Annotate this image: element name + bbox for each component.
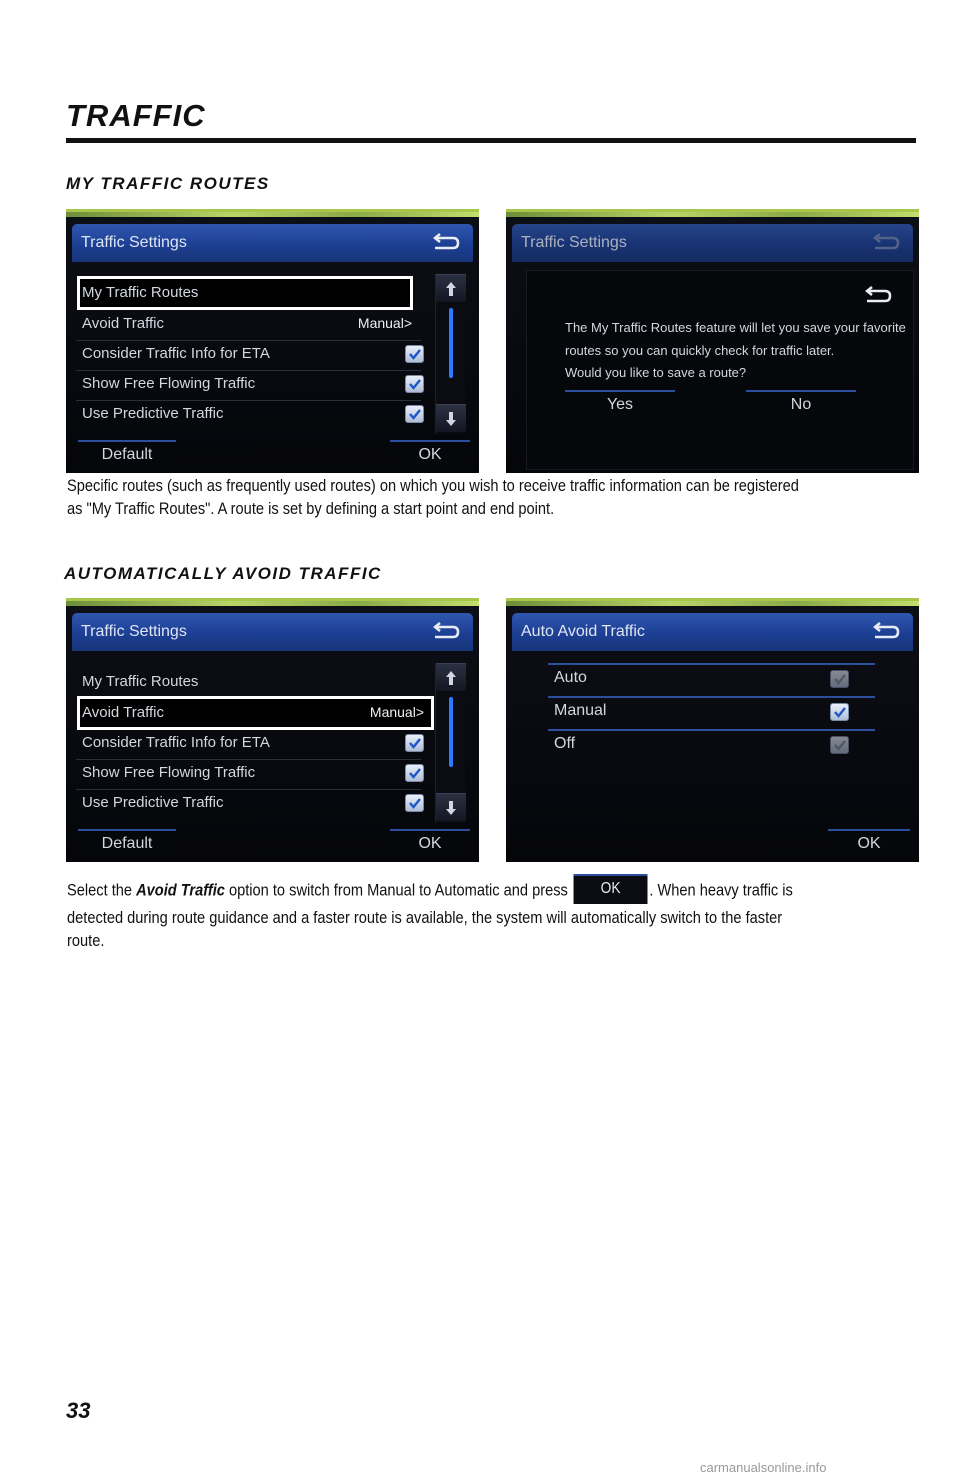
- yes-button-label: Yes: [606, 396, 634, 413]
- row-label: Use Predictive Traffic: [82, 405, 224, 422]
- caption-auto-avoid-traffic: [67, 876, 807, 952]
- dialog-message-line: The My Traffic Routes feature will let you save your favorite: [565, 320, 906, 335]
- row-label: Avoid Traffic: [82, 704, 164, 721]
- page-number: 33: [66, 1398, 91, 1423]
- screen-traffic-settings-2: [66, 598, 479, 862]
- option-label: Off: [554, 735, 576, 752]
- title-rule: [66, 138, 916, 143]
- row-value: Manual>: [357, 315, 412, 331]
- ok-button-label: OK: [418, 835, 442, 852]
- ok-button-inline: OK: [574, 874, 648, 904]
- caption-my-traffic-routes: [67, 474, 807, 520]
- caption-line: detected during route guidance and a faster route is available, the system will automatically switch to the faster route.: [67, 908, 783, 950]
- screen-traffic-settings-dialog: [506, 209, 919, 473]
- row-show-free-flowing[interactable]: [80, 758, 418, 788]
- scroll-up-icon[interactable]: [436, 663, 466, 691]
- checkbox-checked[interactable]: [405, 794, 424, 812]
- row-value: Manual>: [369, 704, 424, 720]
- caption-text: Select the: [67, 880, 137, 900]
- watermark: carmanualsonline.info: [700, 1460, 827, 1475]
- checkbox-unchecked[interactable]: [830, 736, 849, 754]
- ok-button[interactable]: [828, 829, 910, 855]
- checkbox-checked[interactable]: [405, 405, 424, 423]
- scroll-down-icon[interactable]: [436, 793, 466, 821]
- row-label: Consider Traffic Info for ETA: [82, 734, 270, 751]
- default-button[interactable]: [78, 829, 176, 855]
- row-label: Show Free Flowing Traffic: [82, 375, 256, 392]
- scroll-up-icon[interactable]: [436, 274, 466, 302]
- default-button-label: Default: [101, 835, 153, 852]
- screen-header: [512, 224, 913, 262]
- caption-line: [67, 876, 807, 906]
- row-label: Show Free Flowing Traffic: [82, 764, 256, 781]
- row-label: Avoid Traffic: [82, 315, 164, 332]
- checkbox-checked[interactable]: [405, 375, 424, 393]
- row-avoid-traffic[interactable]: [80, 309, 418, 339]
- caption-line: as "My Traffic Routes". A route is set by defining a start point and end point.: [67, 499, 555, 518]
- screen-header-title: Traffic Settings: [521, 234, 627, 251]
- scroll-thumb[interactable]: [449, 697, 453, 767]
- screen-header: [512, 613, 913, 651]
- row-label: My Traffic Routes: [82, 673, 199, 690]
- caption-line: Specific routes (such as frequently used routes) on which you wish to receive traffic information can be registered: [67, 476, 799, 495]
- row-consider-traffic-eta[interactable]: [80, 728, 418, 758]
- row-show-free-flowing[interactable]: [80, 369, 418, 399]
- ok-button[interactable]: [390, 440, 470, 466]
- caption-text: . When heavy traffic is: [649, 880, 793, 900]
- back-arrow-icon[interactable]: [871, 622, 901, 640]
- page-title: TRAFFIC: [66, 98, 206, 133]
- section-heading-auto-avoid-traffic: AUTOMATICALLY AVOID TRAFFIC: [64, 564, 382, 583]
- row-label: My Traffic Routes: [82, 284, 199, 301]
- checkbox-checked[interactable]: [405, 734, 424, 752]
- screen-header: [72, 613, 473, 651]
- dialog-message-line: Would you like to save a route?: [565, 365, 747, 380]
- back-arrow-icon[interactable]: [431, 233, 461, 251]
- dialog-message-line: routes so you can quickly check for traffic later.: [565, 343, 835, 358]
- ok-button-label: OK: [418, 446, 442, 463]
- default-button[interactable]: [78, 440, 176, 466]
- row-use-predictive[interactable]: [80, 399, 418, 429]
- scrollbar[interactable]: [435, 274, 465, 434]
- caption-text: option to switch from Manual to Automatic and press: [224, 880, 572, 900]
- screen-header-title: Traffic Settings: [81, 623, 187, 640]
- ok-button-label: OK: [857, 835, 881, 852]
- row-consider-traffic-eta[interactable]: [80, 339, 418, 369]
- back-arrow-icon[interactable]: [431, 622, 461, 640]
- screen-traffic-settings-1: [66, 209, 479, 473]
- caption-emphasis: Avoid Traffic: [136, 880, 225, 900]
- screen-header-title: Auto Avoid Traffic: [521, 623, 645, 640]
- option-auto[interactable]: [548, 663, 875, 694]
- checkbox-checked[interactable]: [405, 764, 424, 782]
- checkbox-checked[interactable]: [405, 345, 424, 363]
- scroll-down-icon[interactable]: [436, 404, 466, 432]
- option-label: Auto: [554, 669, 587, 686]
- screen-auto-avoid-traffic: [506, 598, 919, 862]
- dialog-back-arrow-icon[interactable]: [863, 286, 893, 304]
- screen-header-title: Traffic Settings: [81, 234, 187, 251]
- option-manual[interactable]: [548, 696, 875, 727]
- no-button-label: No: [790, 396, 812, 413]
- row-label: Use Predictive Traffic: [82, 794, 224, 811]
- checkbox-checked[interactable]: [830, 703, 849, 721]
- row-my-traffic-routes[interactable]: [80, 278, 418, 308]
- back-arrow-icon: [871, 233, 901, 251]
- scroll-thumb[interactable]: [449, 308, 453, 378]
- section-heading-my-traffic-routes: MY TRAFFIC ROUTES: [66, 174, 270, 193]
- checkbox-unchecked[interactable]: [830, 670, 849, 688]
- option-label: Manual: [554, 702, 607, 719]
- yes-button[interactable]: [565, 390, 675, 416]
- row-label: Consider Traffic Info for ETA: [82, 345, 270, 362]
- ok-button[interactable]: [390, 829, 470, 855]
- no-button[interactable]: [746, 390, 856, 416]
- scrollbar[interactable]: [435, 663, 465, 823]
- screen-header: [72, 224, 473, 262]
- option-off[interactable]: [548, 729, 875, 760]
- default-button-label: Default: [101, 446, 153, 463]
- row-avoid-traffic[interactable]: [80, 698, 430, 728]
- row-use-predictive[interactable]: [80, 788, 418, 818]
- row-my-traffic-routes[interactable]: [80, 667, 418, 697]
